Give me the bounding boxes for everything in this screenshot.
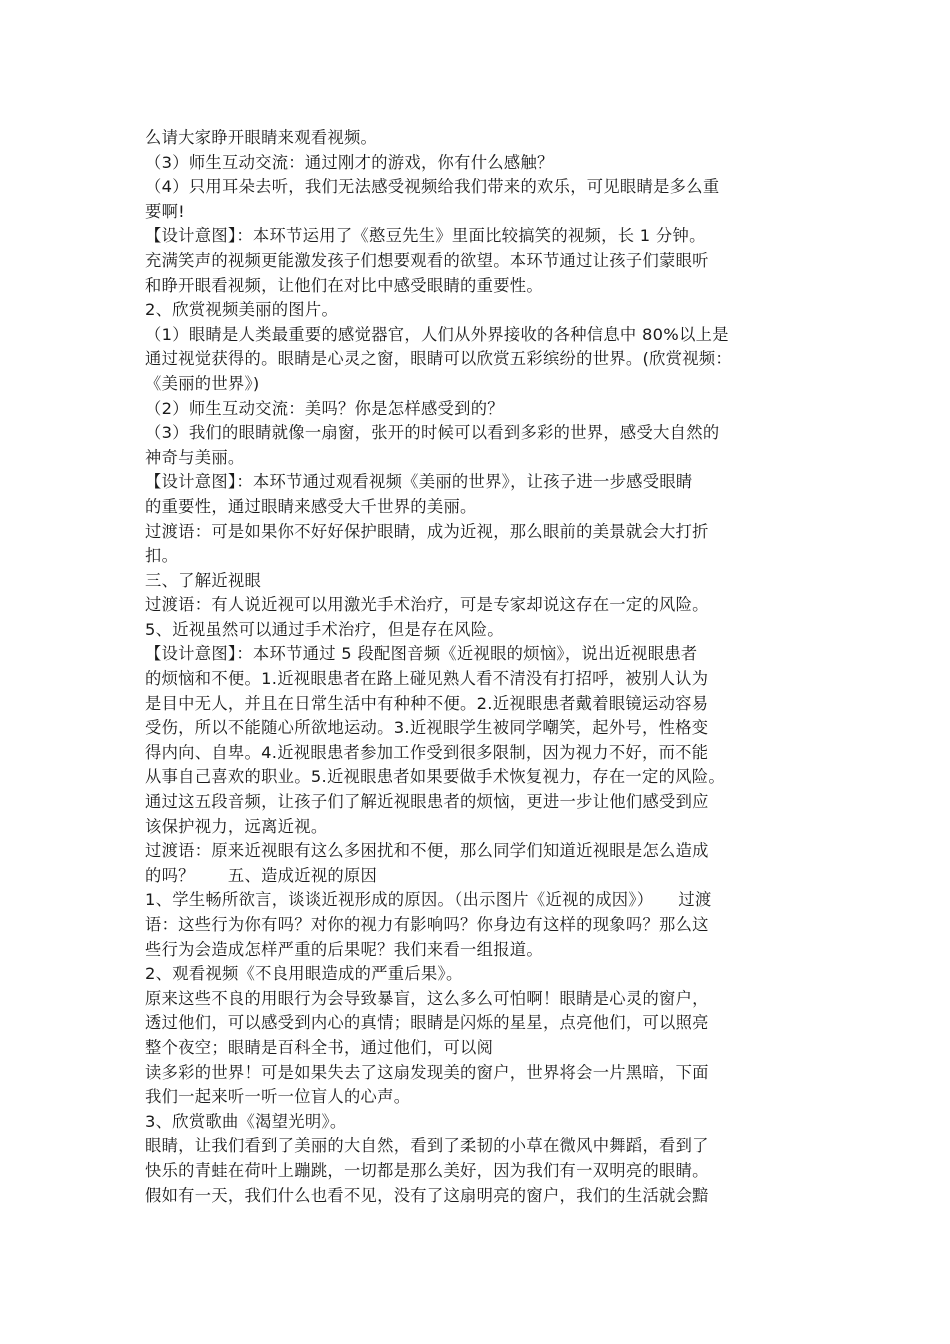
text-line: 1、学生畅所欲言，谈谈近视形成的原因。（出示图片《近视的成因》） 过渡 (145, 890, 712, 910)
text-line: 从事自己喜欢的职业。5.近视眼患者如果要做手术恢复视力，存在一定的风险。 (145, 767, 725, 787)
text-line: 得内向、自卑。4.近视眼患者参加工作受到很多限制，因为视力不好，而不能 (145, 742, 709, 762)
text-line: 通过视觉获得的。眼睛是心灵之窗，眼睛可以欣赏五彩缤纷的世界。(欣赏视频： (145, 349, 732, 369)
text-line: 过渡语：可是如果你不好好保护眼睛，成为近视，那么眼前的美景就会大打折 (145, 521, 709, 541)
text-line: 【设计意图】：本环节运用了《憨豆先生》里面比较搞笑的视频，长 1 分钟。 (145, 226, 706, 246)
text-line: 透过他们，可以感受到内心的真情；眼睛是闪烁的星星，点亮他们，可以照亮 (145, 1013, 709, 1033)
text-line: 的重要性，通过眼睛来感受大千世界的美丽。 (145, 496, 477, 516)
text-line: 2、观看视频《不良用眼造成的严重后果》。 (145, 964, 463, 984)
text-line: 和睁开眼看视频，让他们在对比中感受眼睛的重要性。 (145, 275, 543, 295)
text-line: 语：这些行为你有吗？对你的视力有影响吗？你身边有这样的现象吗？那么这 (145, 915, 709, 934)
text-line: 读多彩的世界！可是如果失去了这扇发现美的窗户，世界将会一片黑暗，下面 (145, 1062, 709, 1082)
text-line: 【设计意图】：本环节通过观看视频《美丽的世界》，让孩子进一步感受眼睛 (145, 472, 693, 492)
text-line: 扣。 (145, 546, 179, 566)
text-line: （1）眼睛是人类最重要的感觉器官，人们从外界接收的各种信息中 80%以上是 (145, 324, 729, 344)
text-line: 整个夜空；眼睛是百科全书，通过他们，可以阅 (145, 1037, 494, 1057)
text-line: 过渡语：原来近视眼有这么多困扰和不便，那么同学们知道近视眼是怎么造成 (145, 841, 709, 861)
text-line: 通过这五段音频，让孩子们了解近视眼患者的烦恼，更进一步让他们感受到应 (145, 792, 709, 812)
text-line: 是目中无人，并且在日常生活中有种种不便。2.近视眼患者戴着眼镜运动容易 (145, 693, 709, 713)
text-line (145, 1208, 815, 1233)
text-line: 神奇与美丽。 (145, 447, 245, 467)
text-line: （4）只用耳朵去听，我们无法感受视频给我们带来的欢乐，可见眼睛是多么重 (145, 177, 720, 197)
text-line: （2）师生互动交流：美吗？你是怎样感受到的？ (145, 398, 504, 418)
text-line: 么请大家睁开眼睛来观看视频。 (145, 128, 378, 147)
text-line: 充满笑声的视频更能激发孩子们想要观看的欲望。本环节通过让孩子们蒙眼听 (145, 250, 709, 270)
text-line: 我们一起来听一听一位盲人的心声。 (145, 1087, 411, 1107)
text-line: 受伤，所以不能随心所欲地运动。3.近视眼学生被同学嘲笑，起外号，性格变 (145, 718, 709, 738)
text-line: （3）师生互动交流：通过刚才的游戏，你有什么感触？ (145, 152, 554, 172)
text-line: （3）我们的眼睛就像一扇窗，张开的时候可以看到多彩的世界，感受大自然的 (145, 423, 720, 443)
section-heading: 三、了解近视眼 (145, 570, 262, 590)
text-line: 的烦恼和不便。1.近视眼患者在路上碰见熟人看不清没有打招呼，被别人认为 (145, 669, 709, 689)
text-line: 要啊! (145, 201, 185, 221)
document-body (145, 126, 815, 1233)
text-line: 原来这些不良的用眼行为会导致暴盲，这么多么可怕啊！眼睛是心灵的窗户， (145, 988, 709, 1008)
text-line: 些行为会造成怎样严重的后果呢？我们来看一组报道。 (145, 939, 543, 959)
text-line: 《美丽的世界》) (145, 373, 260, 393)
text-line: 【设计意图】：本环节通过 5 段配图音频《近视眼的烦恼》，说出近视眼患者 (145, 644, 698, 664)
text-line: 该保护视力，远离近视。 (145, 816, 328, 836)
text-line: 快乐的青蛙在荷叶上蹦跳，一切都是那么美好，因为我们有一双明亮的眼睛。 (145, 1160, 709, 1180)
text-line: 3、欣赏歌曲《渴望光明》。 (145, 1111, 347, 1131)
text-line: 2、欣赏视频美丽的图片。 (145, 300, 339, 320)
text-line: 眼睛，让我们看到了美丽的大自然，看到了柔韧的小草在微风中舞蹈，看到了 (145, 1136, 709, 1156)
text-line: 过渡语：有人说近视可以用激光手术治疗，可是专家却说这存在一定的风险。 (145, 595, 709, 615)
text-line: 5、近视虽然可以通过手术治疗，但是存在风险。 (145, 619, 504, 639)
text-line: 假如有一天，我们什么也看不见，没有了这扇明亮的窗户，我们的生活就会黯 (145, 1185, 709, 1205)
text-line: 的吗？ 五、造成近视的原因 (145, 865, 378, 885)
